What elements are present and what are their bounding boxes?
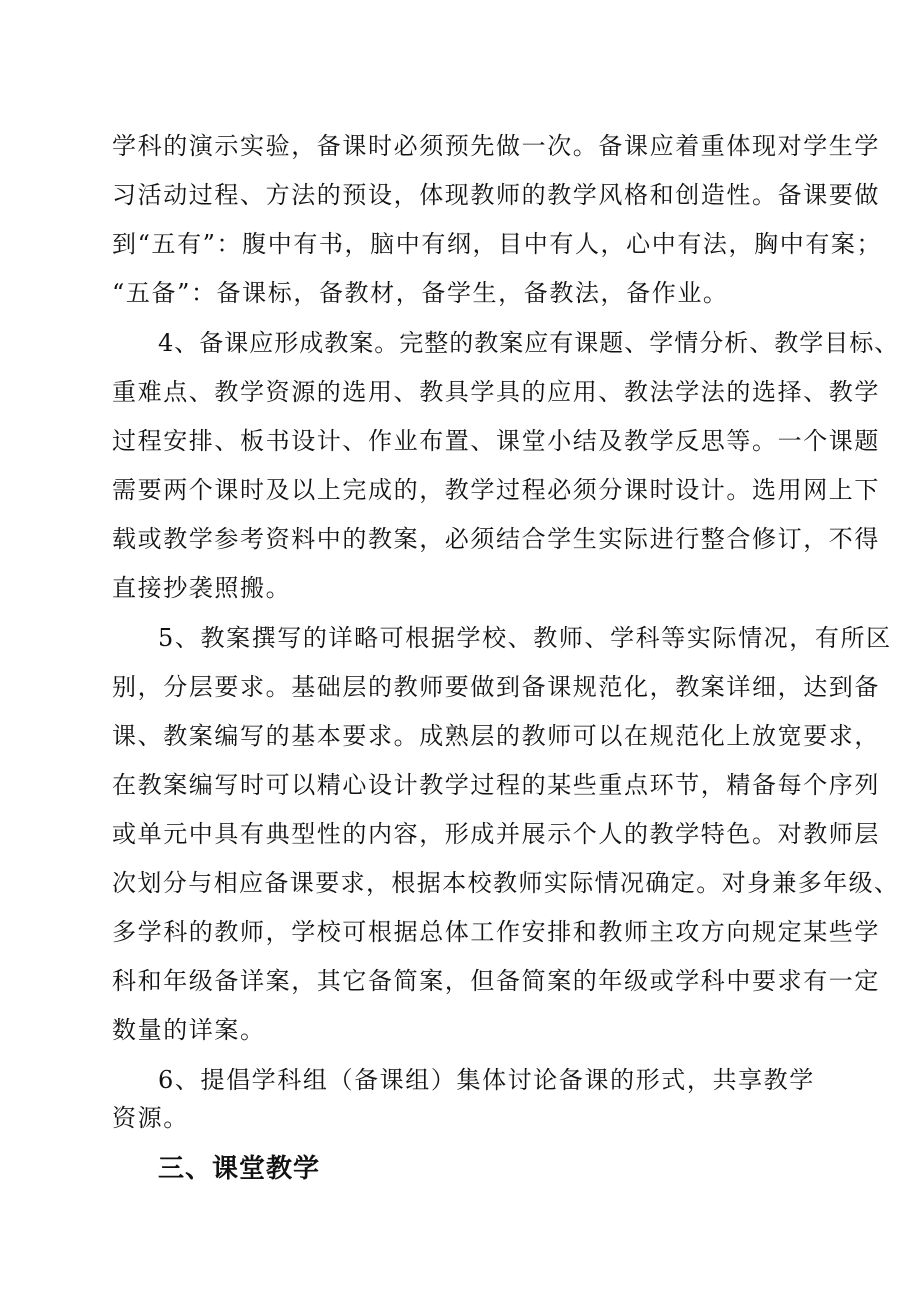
paragraph-line: 资源。: [112, 1104, 189, 1132]
paragraph-line: 学科的演示实验，备课时必须预先做一次。备课应着重体现对学生学: [112, 132, 880, 160]
paragraph-line: 4、备课应形成教案。完整的教案应有课题、学情分析、教学目标、: [158, 329, 900, 357]
paragraph-line: 次划分与相应备课要求，根据本校教师实际情况确定。对身兼多年级、: [112, 869, 900, 897]
paragraph-line: 到“五有”：腹中有书，脑中有纲，目中有人，心中有法，胸中有案；: [112, 230, 883, 258]
paragraph-line: 重难点、教学资源的选用、教具学具的应用、教法学法的选择、教学: [112, 378, 880, 406]
paragraph-line: 需要两个课时及以上完成的，教学过程必须分课时设计。选用网上下: [112, 476, 880, 504]
paragraph-line: 别，分层要求。基础层的教师要做到备课规范化，教案详细，达到备: [112, 673, 880, 701]
paragraph-line: 在教案编写时可以精心设计教学过程的某些重点环节，精备每个序列: [112, 771, 880, 799]
paragraph-line: 过程安排、板书设计、作业布置、课堂小结及教学反思等。一个课题: [112, 427, 880, 455]
paragraph-line: “五备”：备课标，备教材，备学生，备教法，备作业。: [112, 279, 729, 307]
paragraph-line: 习活动过程、方法的预设，体现教师的教学风格和创造性。备课要做: [112, 181, 880, 209]
paragraph-line: 直接抄袭照搬。: [112, 574, 292, 602]
paragraph-line: 数量的详案。: [112, 1016, 266, 1044]
paragraph-line: 科和年级备详案，其它备简案，但备简案的年级或学科中要求有一定: [112, 967, 880, 995]
section-heading: 三、课堂教学: [158, 1154, 321, 1184]
paragraph-line: 5、教案撰写的详略可根据学校、教师、学科等实际情况，有所区: [158, 624, 892, 652]
paragraph-line: 或单元中具有典型性的内容，形成并展示个人的教学特色。对教师层: [112, 820, 880, 848]
paragraph-line: 载或教学参考资料中的教案，必须结合学生实际进行整合修订，不得: [112, 525, 880, 553]
paragraph-line: 课、教案编写的基本要求。成熟层的教师可以在规范化上放宽要求，: [112, 722, 880, 750]
paragraph-line: 6、提倡学科组（备课组）集体讨论备课的形式，共享教学: [158, 1066, 815, 1094]
paragraph-line: 多学科的教师，学校可根据总体工作安排和教师主攻方向规定某些学: [112, 918, 880, 946]
